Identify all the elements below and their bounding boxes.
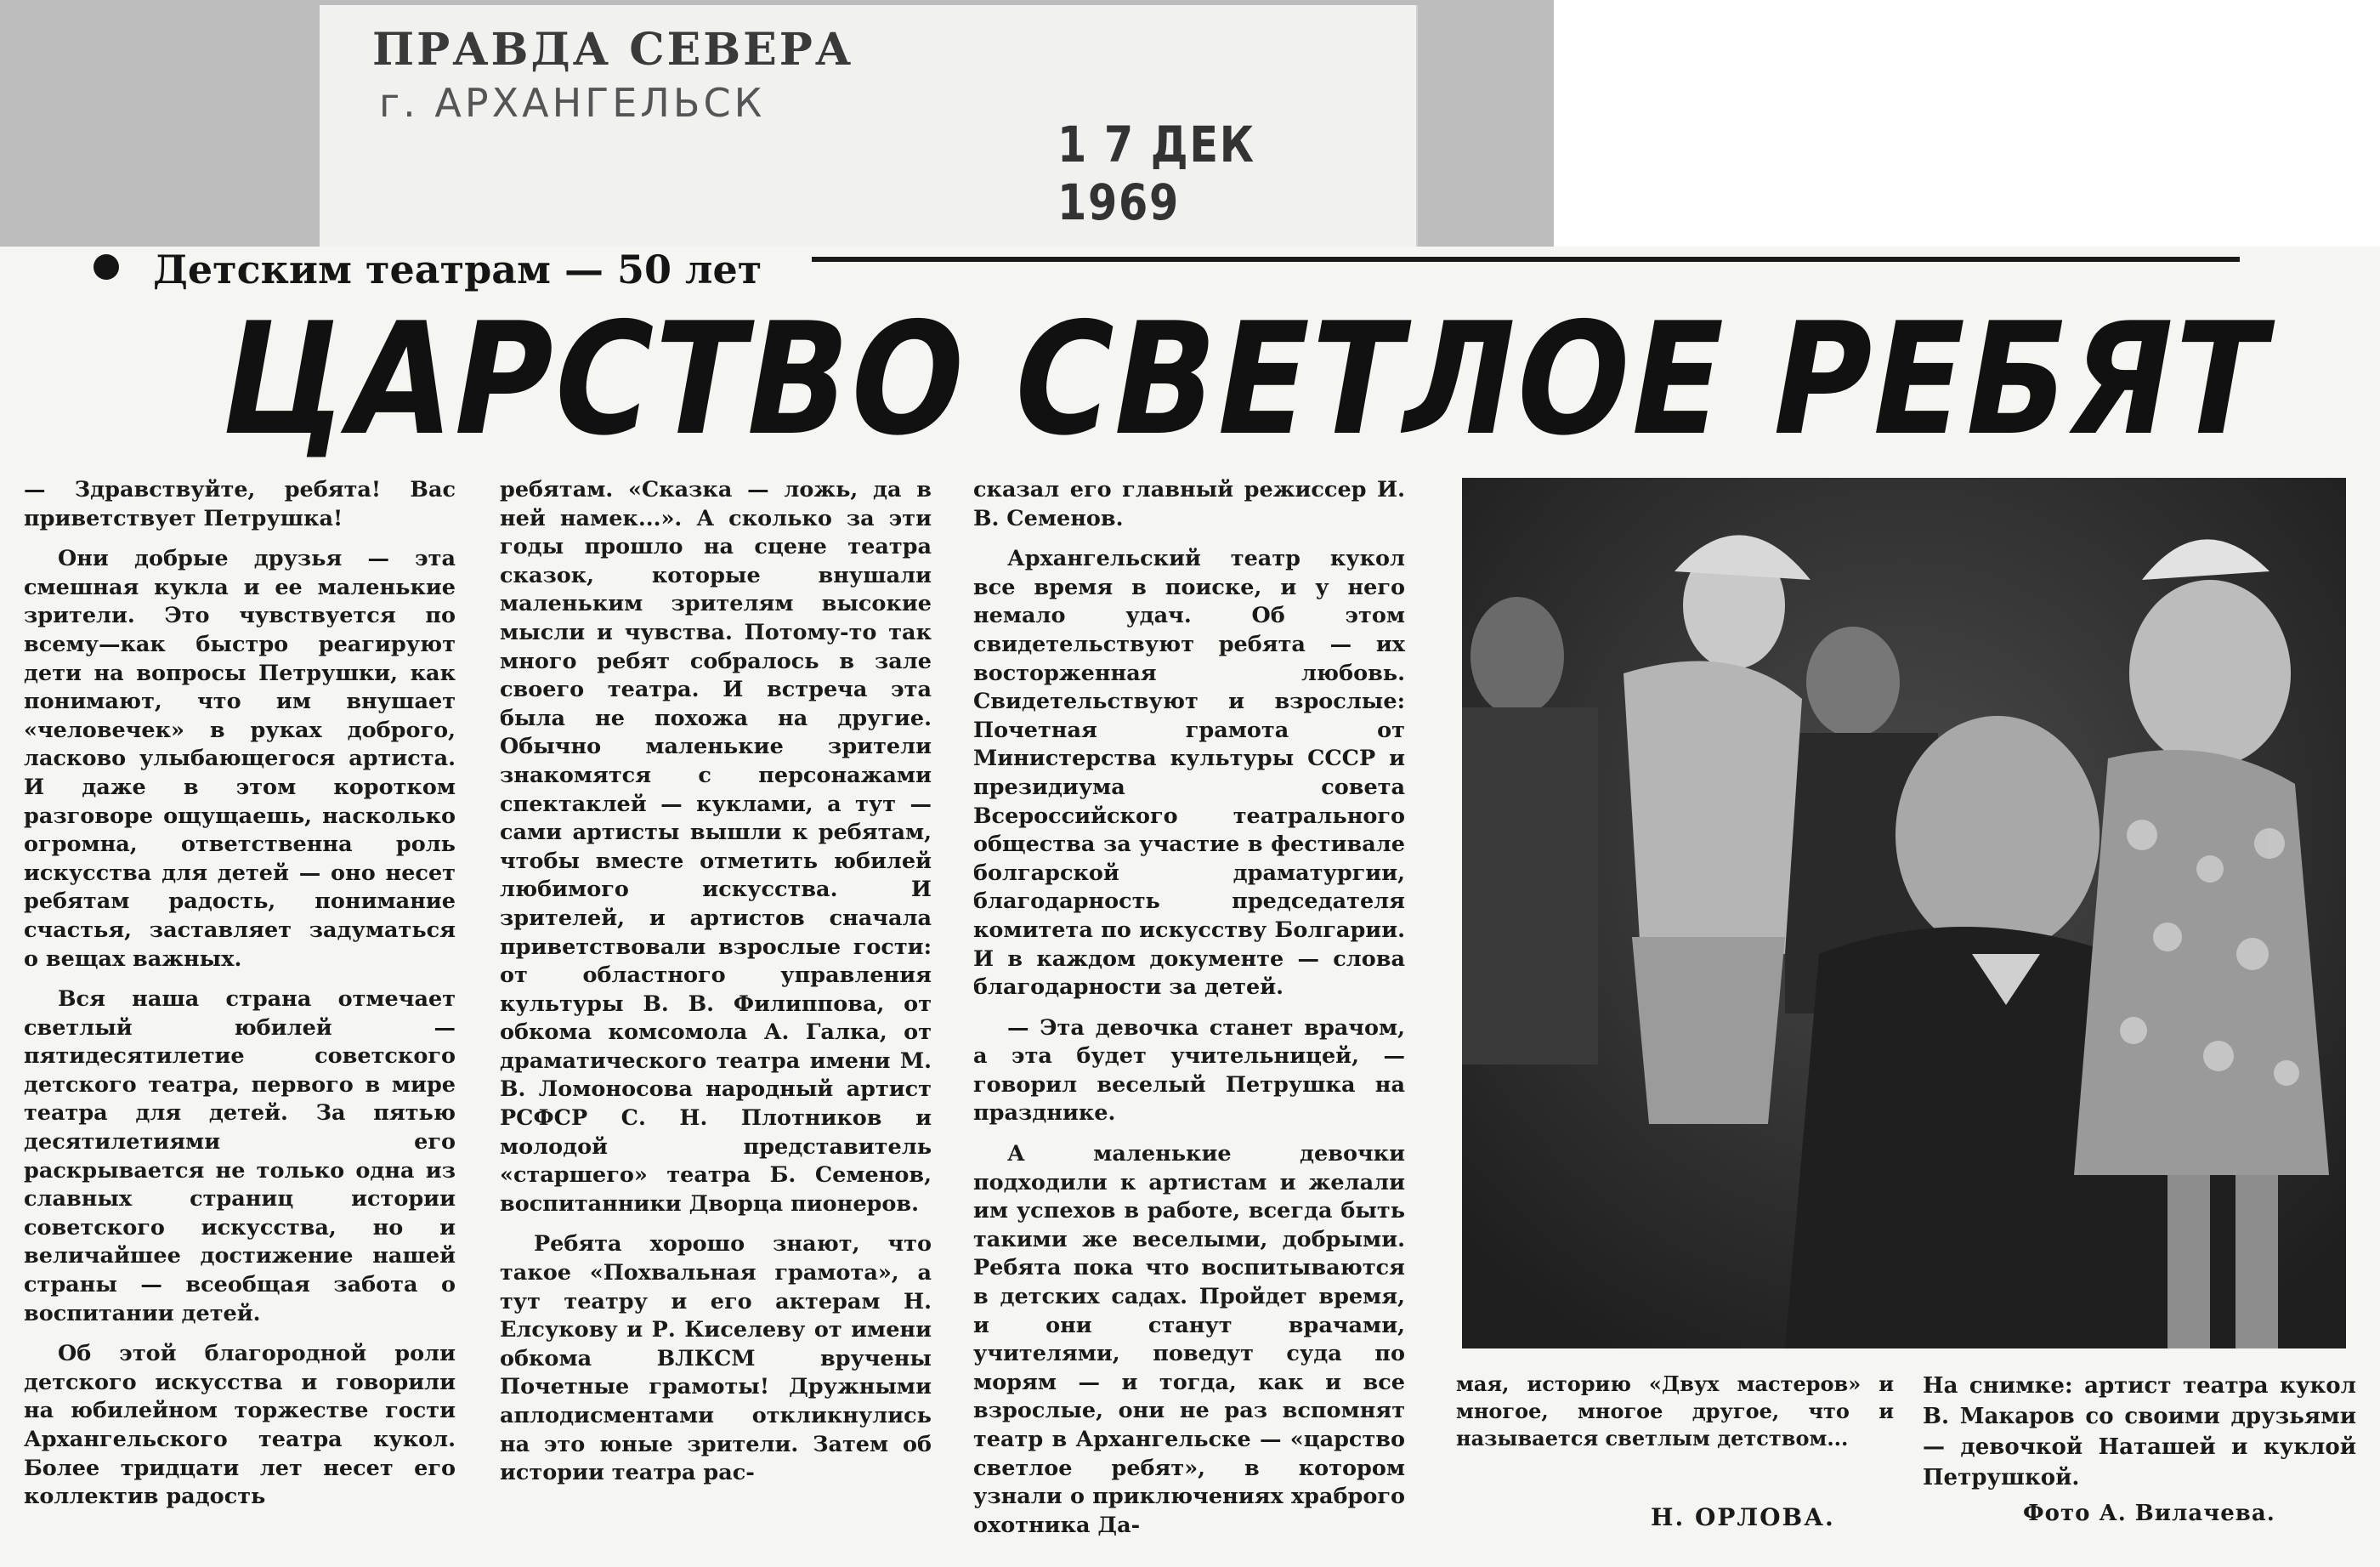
article-column-1 — [24, 476, 456, 1524]
article-photo — [1462, 478, 2346, 1348]
photo-credit: Фото А. Вилачева. — [2023, 1501, 2275, 1526]
archive-stamp-clipping — [320, 5, 1418, 247]
scan-background-right — [1554, 0, 2380, 247]
rubric-text: Детским театрам — 50 лет — [153, 247, 762, 292]
bullet-icon — [94, 254, 119, 280]
section-rubric — [94, 247, 762, 292]
paragraph: Ребята хорошо знают, что такое «Похвальная грамота», а тут театру и его актерам Н. Елсукову и Р. Киселеву от имени обкома ВЛКСМ вручены Почетные грамоты! Дружными аплодисментами откликнулись на это юные зрители. Затем об истории театра рас- — [500, 1231, 932, 1486]
stamp-date: 1 7 ДЕК 1969 — [1057, 116, 1255, 231]
paragraph: сказал его главный режиссер И. В. Семенов. — [973, 477, 1405, 531]
caption-text: артист театра кукол В. Макаров со своими друзьями — девочкой Наташей и куклой Петрушкой. — [1923, 1373, 2356, 1490]
caption-label: На снимке: — [1923, 1373, 2073, 1399]
stamp-city: г. АРХАНГЕЛЬСК — [379, 80, 766, 126]
paragraph: Архангельский театр кукол все время в поиске, и у него немало удач. Об этом свидетельствуют ребята — их восторженная любовь. Свидетельствуют и взрослые: Почетная грамота от Министерства культуры СССР и президиума совета Всероссийского театрального общества за участие в фестивале болгарской драматургии, благодарность председателя комитета по искусству Болгарии. И в каждом документе — слова благодарности за детей. — [973, 546, 1405, 1001]
rubric-rule-line — [812, 257, 2240, 262]
article-column-4 — [1456, 1371, 1894, 1464]
stamp-newspaper-name: ПРАВДА СЕВЕРА — [372, 24, 854, 76]
photo-caption — [1923, 1371, 2356, 1493]
paragraph: мая, историю «Двух мастеров» и многое, многое другое, что и называется светлым детством... — [1456, 1371, 1894, 1451]
paragraph: Об этой благородной роли детского искусства и говорили на юбилейном торжестве гости Архангельского театра кукол. Более тридцати лет несет его коллектив радость — [24, 1341, 456, 1510]
paragraph: Они добрые друзья — эта смешная кукла и ее маленькие зрители. Это чувствуется по всему—как быстро реагируют дети на вопросы Петрушки, как понимают, что им внушает «человечек» в руках доброго, ласково улыбающегося артиста. И даже в этом коротком разговоре ощущаешь, насколько огромна, ответственна роль искусства для детей — оно несет ребятам радость, понимание счастья, заставляет задуматься о вещах важных. — [24, 546, 456, 972]
article-author: Н. ОРЛОВА. — [1651, 1503, 1835, 1531]
paragraph: А маленькие девочки подходили к артистам и желали им успехов в работе, всегда быть такими же веселыми, добрыми. Ребята пока что воспитываются в детских садах. Пройдет время, и они станут врачами, учителями, поведут суда по морям — и тогда, как и все взрослые, они не раз вспомнят театр в Архангельске — «царство светлое ребят», в котором узнали о приключениях храброго охотника Да- — [973, 1141, 1405, 1538]
article-column-2 — [500, 476, 932, 1500]
photo-illustration — [1462, 478, 2346, 1348]
paragraph: Вся наша страна отмечает светлый юбилей — пятидесятилетие советского детского театра, первого в мире театра для детей. За пятью десятилетиями его раскрывается не только одна из славных страниц истории советского искусства, но и величайшее достижение нашей страны — всеобщая забота о воспитании детей. — [24, 986, 456, 1326]
article-column-3 — [973, 476, 1405, 1552]
article-headline: ЦАРСТВО СВЕТЛОЕ РЕБЯТ — [207, 289, 2284, 469]
paragraph: ребятам. «Сказка — ложь, да в ней намек...». А сколько за эти годы прошло на сцене театра сказок, которые внушали маленьким зрителям высокие мысли и чувства. Потому-то так много ребят собралось в зале своего театра. И встреча эта была не похожа на другие. Обычно маленькие зрители знакомятся с персонажами спектаклей — куклами, а тут — сами артисты вышли к ребятам, чтобы вместе отметить юбилей любимого искусства. И зрителей, и артистов сначала приветствовали взрослые гости: от областного управления культуры В. В. Филиппова, от обкома комсомола А. Галка, от драматического театра имени М. В. Ломоносова народный артист РСФСР С. Н. Плотников и молодой представитель «старшего» театра Б. Семенов, воспитанники Дворца пионеров. — [500, 477, 932, 1217]
paragraph: — Здравствуйте, ребята! Вас приветствует Петрушка! — [24, 477, 456, 531]
paragraph: — Эта девочка станет врачом, а эта будет учительницей, — говорил веселый Петрушка на празднике. — [973, 1014, 1405, 1127]
